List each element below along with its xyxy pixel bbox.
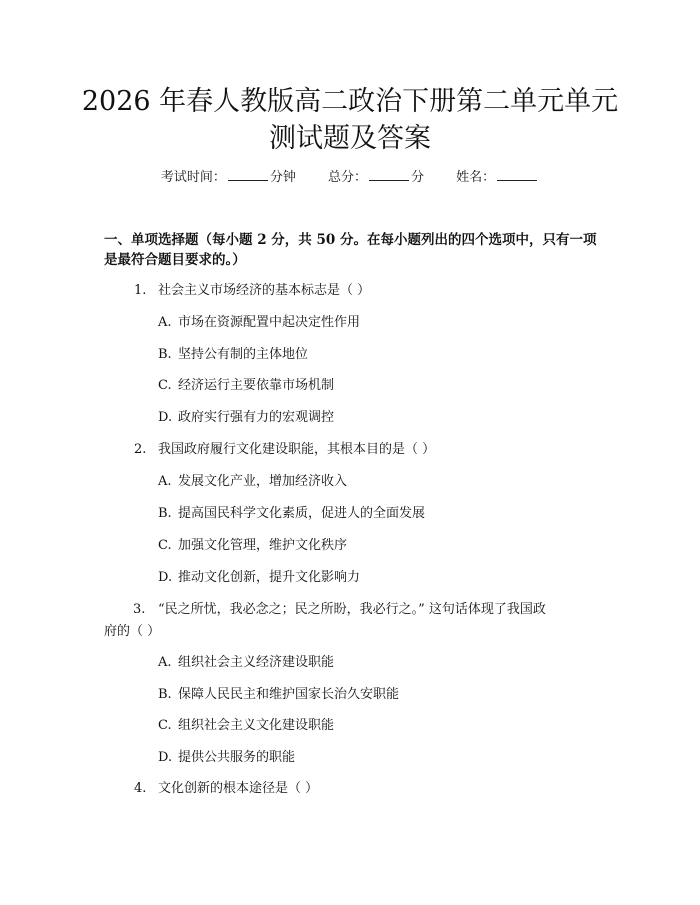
option-letter: A.	[158, 655, 172, 670]
question-3-option-d[interactable]	[158, 748, 295, 768]
question-2	[134, 440, 435, 460]
option-text: 推动文化创新，提升文化影响力	[178, 570, 361, 585]
option-text: 加强文化管理，维护文化秩序	[178, 538, 348, 553]
question-2-option-a[interactable]	[158, 472, 347, 492]
option-text: 提高国民科学文化素质，促进人的全面发展	[178, 506, 426, 521]
exam-time	[161, 168, 296, 188]
question-1-option-d[interactable]	[158, 408, 334, 428]
option-letter: B.	[158, 687, 172, 702]
page-title-line1: 2026 年春人教版高二政治下册第二单元单元	[81, 86, 619, 117]
option-letter: A.	[158, 474, 172, 489]
option-text: 政府实行强有力的宏观调控	[178, 410, 335, 425]
question-1	[134, 281, 370, 301]
section-heading-line2: 是最符合题目要求的。）	[104, 252, 246, 268]
option-text: 坚持公有制的主体地位	[178, 347, 309, 362]
option-text: 经济运行主要依靠市场机制	[178, 378, 335, 393]
section-heading-single-choice	[104, 230, 604, 270]
question-number: 1.	[134, 283, 147, 298]
question-number: 2.	[134, 442, 147, 457]
question-3-option-a[interactable]	[158, 653, 334, 673]
question-3	[133, 600, 546, 620]
question-3-option-c[interactable]	[158, 716, 334, 736]
question-3-continuation	[104, 622, 160, 642]
total-score-label: 总分：	[327, 170, 367, 185]
question-text: 文化创新的根本途径是（ ）	[158, 781, 319, 796]
option-letter: C.	[158, 378, 172, 393]
exam-time-unit: 分钟	[269, 170, 296, 185]
exam-time-label: 考试时间：	[160, 170, 226, 185]
question-2-option-c[interactable]	[158, 536, 347, 556]
question-text-line2: 府的（ ）	[104, 624, 161, 639]
exam-info	[0, 168, 700, 188]
question-text-line1: “民之所忧，我必念之；民之所盼，我必行之。” 这句话体现了我国政	[158, 602, 546, 617]
option-text: 市场在资源配置中起决定性作用	[178, 315, 361, 330]
option-letter: A.	[158, 315, 172, 330]
option-letter: D.	[158, 570, 173, 585]
question-2-option-b[interactable]	[158, 504, 425, 524]
option-letter: C.	[158, 538, 172, 553]
question-1-option-b[interactable]	[158, 345, 308, 365]
student-name	[456, 168, 539, 188]
option-text: 发展文化产业，增加经济收入	[178, 474, 348, 489]
option-letter: D.	[158, 750, 173, 765]
option-letter: B.	[158, 506, 172, 521]
section-heading-line1: 一、单项选择题（每小题 2 分，共 50 分。在每小题列出的四个选项中，只有一项	[104, 232, 597, 248]
option-text: 组织社会主义经济建设职能	[178, 655, 335, 670]
question-4	[134, 779, 318, 799]
option-letter: D.	[158, 410, 173, 425]
exam-time-blank[interactable]	[228, 168, 268, 181]
option-text: 提供公共服务的职能	[178, 750, 296, 765]
question-text: 我国政府履行文化建设职能，其根本目的是（ ）	[158, 442, 436, 457]
student-name-blank[interactable]	[497, 168, 537, 181]
total-score-unit: 分	[411, 170, 425, 185]
student-name-label: 姓名：	[456, 170, 496, 185]
option-text: 组织社会主义文化建设职能	[178, 718, 335, 733]
question-number: 3.	[133, 602, 146, 617]
page-title-line2: 测试题及答案	[269, 123, 431, 154]
option-text: 保障人民民主和维护国家长治久安职能	[178, 687, 400, 702]
total-score	[328, 168, 424, 188]
total-score-blank[interactable]	[369, 168, 409, 181]
question-3-option-b[interactable]	[158, 685, 399, 705]
question-1-option-a[interactable]	[158, 313, 360, 333]
option-letter: C.	[158, 718, 172, 733]
question-2-option-d[interactable]	[158, 568, 360, 588]
question-number: 4.	[134, 781, 147, 796]
question-text: 社会主义市场经济的基本标志是（ ）	[158, 283, 371, 298]
option-letter: B.	[158, 347, 172, 362]
question-1-option-c[interactable]	[158, 376, 334, 396]
